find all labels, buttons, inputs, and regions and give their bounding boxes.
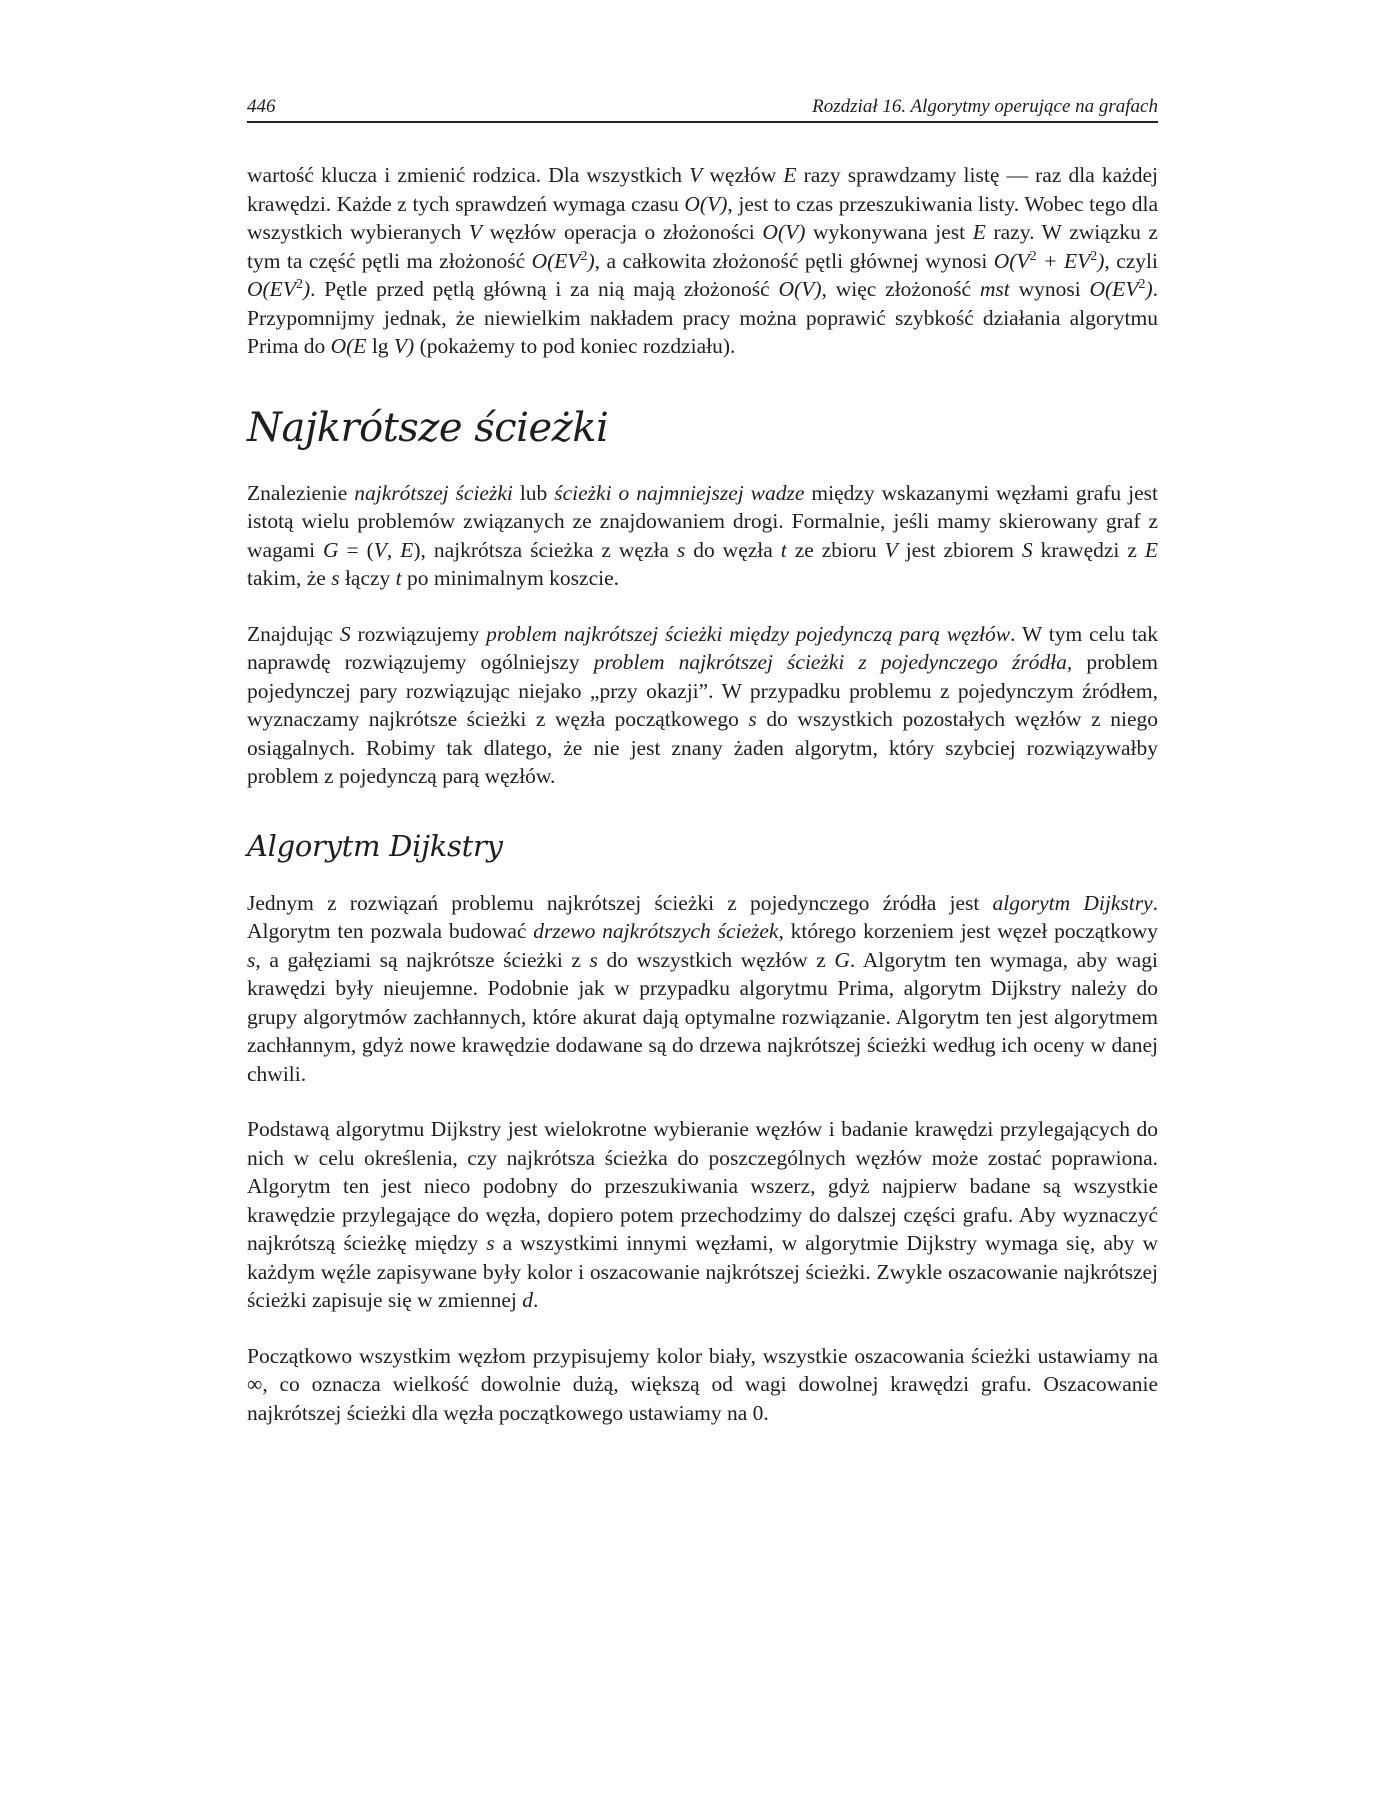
italic-text: najkrótszej ścieżki	[354, 480, 513, 505]
superscript: 2	[580, 248, 588, 264]
italic-text: )	[1097, 248, 1105, 273]
text-run: . Algorytm ten pozwala budować	[247, 890, 1158, 943]
text-run: do wszystkich węzłów z	[597, 947, 835, 972]
superscript: 2	[295, 276, 303, 292]
text-run: węzłów operacja o złożoności	[481, 220, 763, 244]
italic-text: V	[468, 220, 482, 244]
text-run: wynosi	[1009, 277, 1090, 301]
text-run: , którego korzeniem jest węzeł początkowy	[778, 919, 1159, 943]
text-run: ,	[386, 537, 401, 562]
text-run: lg	[366, 334, 394, 358]
text-run: , a gałęziami są najkrótsze ścieżki z	[255, 947, 590, 972]
italic-text: O(V)	[778, 277, 822, 301]
book-page	[247, 96, 1158, 1454]
italic-text: ścieżki o najmniejszej wadze	[554, 480, 805, 505]
text-run: Znajdując	[247, 621, 340, 646]
italic-text: V	[884, 537, 898, 562]
text-run: , problem pojedynczej pary rozwiązując niejako „przy okazji”. W przypadku problemu z pojedynczym źródłem, wyznaczamy najkrótsze ścieżki z węzła początkowego	[247, 650, 1158, 731]
text-run: ), najkrótsza ścieżka z węzła	[413, 537, 677, 562]
text-run: węzłów	[702, 163, 784, 187]
italic-text: + EV	[1036, 248, 1091, 273]
page-header	[247, 96, 1158, 123]
page-number: 446	[247, 96, 276, 117]
section-heading: Najkrótsze ścieżki	[247, 404, 609, 451]
italic-text: problem najkrótszej ścieżki między pojedynczą parą węzłów	[486, 621, 1011, 646]
text-run: krawędzi z	[1032, 537, 1145, 562]
italic-text: drzewo najkrótszych ścieżek	[533, 919, 779, 943]
italic-text: E	[783, 163, 797, 187]
italic-text: S	[339, 621, 351, 646]
italic-text: s	[247, 947, 256, 972]
italic-text: s	[589, 947, 598, 972]
italic-text: O(EV	[247, 277, 296, 301]
italic-text: V	[689, 163, 703, 187]
text-run: . Algorytm ten wymaga, aby wagi krawędzi były nieujemne. Podobnie jak w przypadku algorytmu Prima, algorytm Dijkstry należy do grupy algorytmów zachłannych, które akurat dają optymalne rozwiązanie. Algorytm ten jest algorytmem zachłannym, gdyż nowe krawędzie dodawane są do drzewa najkrótszej ścieżki według ich oceny w danej chwili.	[247, 947, 1159, 1086]
italic-text: s	[331, 566, 340, 590]
italic-text: s	[486, 1231, 495, 1255]
paragraph	[247, 161, 1158, 361]
superscript: 2	[1138, 276, 1146, 292]
superscript: 2	[1029, 248, 1037, 264]
italic-text: )	[587, 248, 595, 273]
italic-text: s	[676, 537, 686, 562]
text-run: do węzła	[685, 537, 781, 562]
page-body	[247, 161, 1158, 1427]
italic-text: O(E	[330, 334, 367, 358]
italic-text: t	[780, 537, 787, 562]
italic-text: s	[748, 707, 757, 731]
text-run: łączy	[339, 566, 396, 590]
text-run: do wszystkich pozostałych węzłów z niego osiągalnych. Robimy tak dlatego, że nie jest znany żaden algorytm, który szybciej rozwiązywałby problem z pojedynczą parą węzłów.	[247, 707, 1158, 788]
text-run: Podstawą algorytmu Dijkstry jest wielokrotne wybieranie węzłów i badanie krawędzi przylegających do nich w celu określenia, czy najkrótsza ścieżka do poszczególnych węzłów może zostać poprawiona. Algorytm ten jest nieco podobny do przeszukiwania wszerz, gdyż najpierw badane są wszystkie krawędzie przylegające do węzła, dopiero potem przechodzimy do dalszej części grafu. Aby wyznaczyć najkrótszą ścieżkę między	[247, 1117, 1158, 1255]
italic-text: d	[522, 1288, 533, 1312]
italic-text: O(V	[993, 248, 1030, 273]
italic-text: S	[1021, 537, 1033, 562]
text-run: , jest to czas przeszukiwania listy. Wobec tego dla wszystkich wybieranych	[247, 191, 1158, 244]
text-run: wartość klucza i zmienić rodzica. Dla wszystkich	[247, 163, 690, 187]
paragraph	[247, 1342, 1158, 1428]
text-run: lub	[512, 480, 555, 505]
superscript: 2	[1090, 248, 1098, 264]
text-run: po minimalnym koszcie.	[401, 566, 620, 590]
paragraph	[247, 889, 1158, 1089]
italic-text: problem najkrótszej ścieżki z pojedynczego źródła	[593, 650, 1067, 674]
text-run: a wszystkimi innymi węzłami, w algorytmie Dijkstry wymaga się, aby w każdym węźle zapisywane były kolor i oszacowanie najkrótszej ścieżki. Zwykle oszacowanie najkrótszej ścieżki zapisuje się w zmiennej	[247, 1231, 1158, 1312]
subsection-heading: Algorytm Dijkstry	[247, 828, 503, 863]
italic-text: V)	[393, 334, 415, 358]
text-run: Początkowo wszystkim węzłom przypisujemy kolor biały, wszystkie oszacowania ścieżki ustawiamy na ∞, co oznacza wielkość dowolnie dużą, większą od wagi dowolnej krawędzi grafu. Oszacowanie najkrótszej ścieżki dla węzła początkowego ustawiamy na 0.	[247, 1343, 1158, 1425]
italic-text: t	[395, 566, 402, 590]
italic-text: O(V)	[684, 191, 728, 216]
italic-text: O(V)	[762, 220, 806, 244]
text-run: rozwiązujemy	[350, 621, 487, 646]
text-run: ze zbioru	[786, 537, 885, 562]
paragraph	[247, 1115, 1158, 1315]
text-run: między wskazanymi węzłami grafu jest istotą wielu problemów związanych ze znajdowaniem drogi. Formalnie, jeśli mamy skierowany graf z wagami	[247, 480, 1158, 562]
italic-text: O(EV	[1089, 277, 1139, 301]
text-run: , więc złożoność	[821, 277, 980, 301]
text-run: . W tym celu tak naprawdę rozwiązujemy ogólniejszy	[247, 621, 1158, 674]
italic-text: )	[1145, 277, 1153, 301]
text-run: Znalezienie	[247, 480, 355, 505]
italic-text: mst	[979, 277, 1010, 301]
text-run: . Pętle przed pętlą główną i za nią mają złożoność	[310, 277, 779, 301]
paragraph	[247, 620, 1158, 791]
text-run: razy sprawdzamy listę — raz dla każdej krawędzi. Każde z tych sprawdzeń wymaga czasu	[247, 163, 1158, 216]
italic-text: G	[834, 947, 850, 972]
text-run: razy. W związku z tym ta część pętli ma złożoność	[247, 220, 1158, 273]
text-run: , a całkowita złożoność pętli głównej wynosi	[594, 248, 994, 273]
text-run: takim, że	[247, 566, 332, 590]
paragraph	[247, 479, 1158, 593]
text-run: jest zbiorem	[897, 537, 1022, 562]
italic-text: E	[1144, 537, 1158, 562]
text-run: (pokażemy to pod koniec rozdziału).	[414, 334, 736, 358]
italic-text: V	[373, 537, 387, 562]
text-run: , czyli	[1104, 248, 1158, 273]
text-run: . Przypomnijmy jednak, że niewielkim nakładem pracy można poprawić szybkość działania algorytmu Prima do	[247, 277, 1158, 358]
text-run: = (	[338, 537, 374, 562]
italic-text: algorytm Dijkstry	[992, 890, 1153, 915]
running-title: Rozdział 16. Algorytmy operujące na grafach	[812, 96, 1158, 117]
italic-text: O(EV	[531, 248, 581, 273]
text-run: Jednym z rozwiązań problemu najkrótszej ścieżki z pojedynczego źródła jest	[247, 890, 993, 915]
text-run: .	[532, 1288, 539, 1312]
italic-text: E	[400, 537, 414, 562]
italic-text: E	[972, 220, 986, 244]
italic-text: )	[302, 277, 311, 301]
italic-text: G	[323, 537, 339, 562]
text-run: wykonywana jest	[805, 220, 973, 244]
